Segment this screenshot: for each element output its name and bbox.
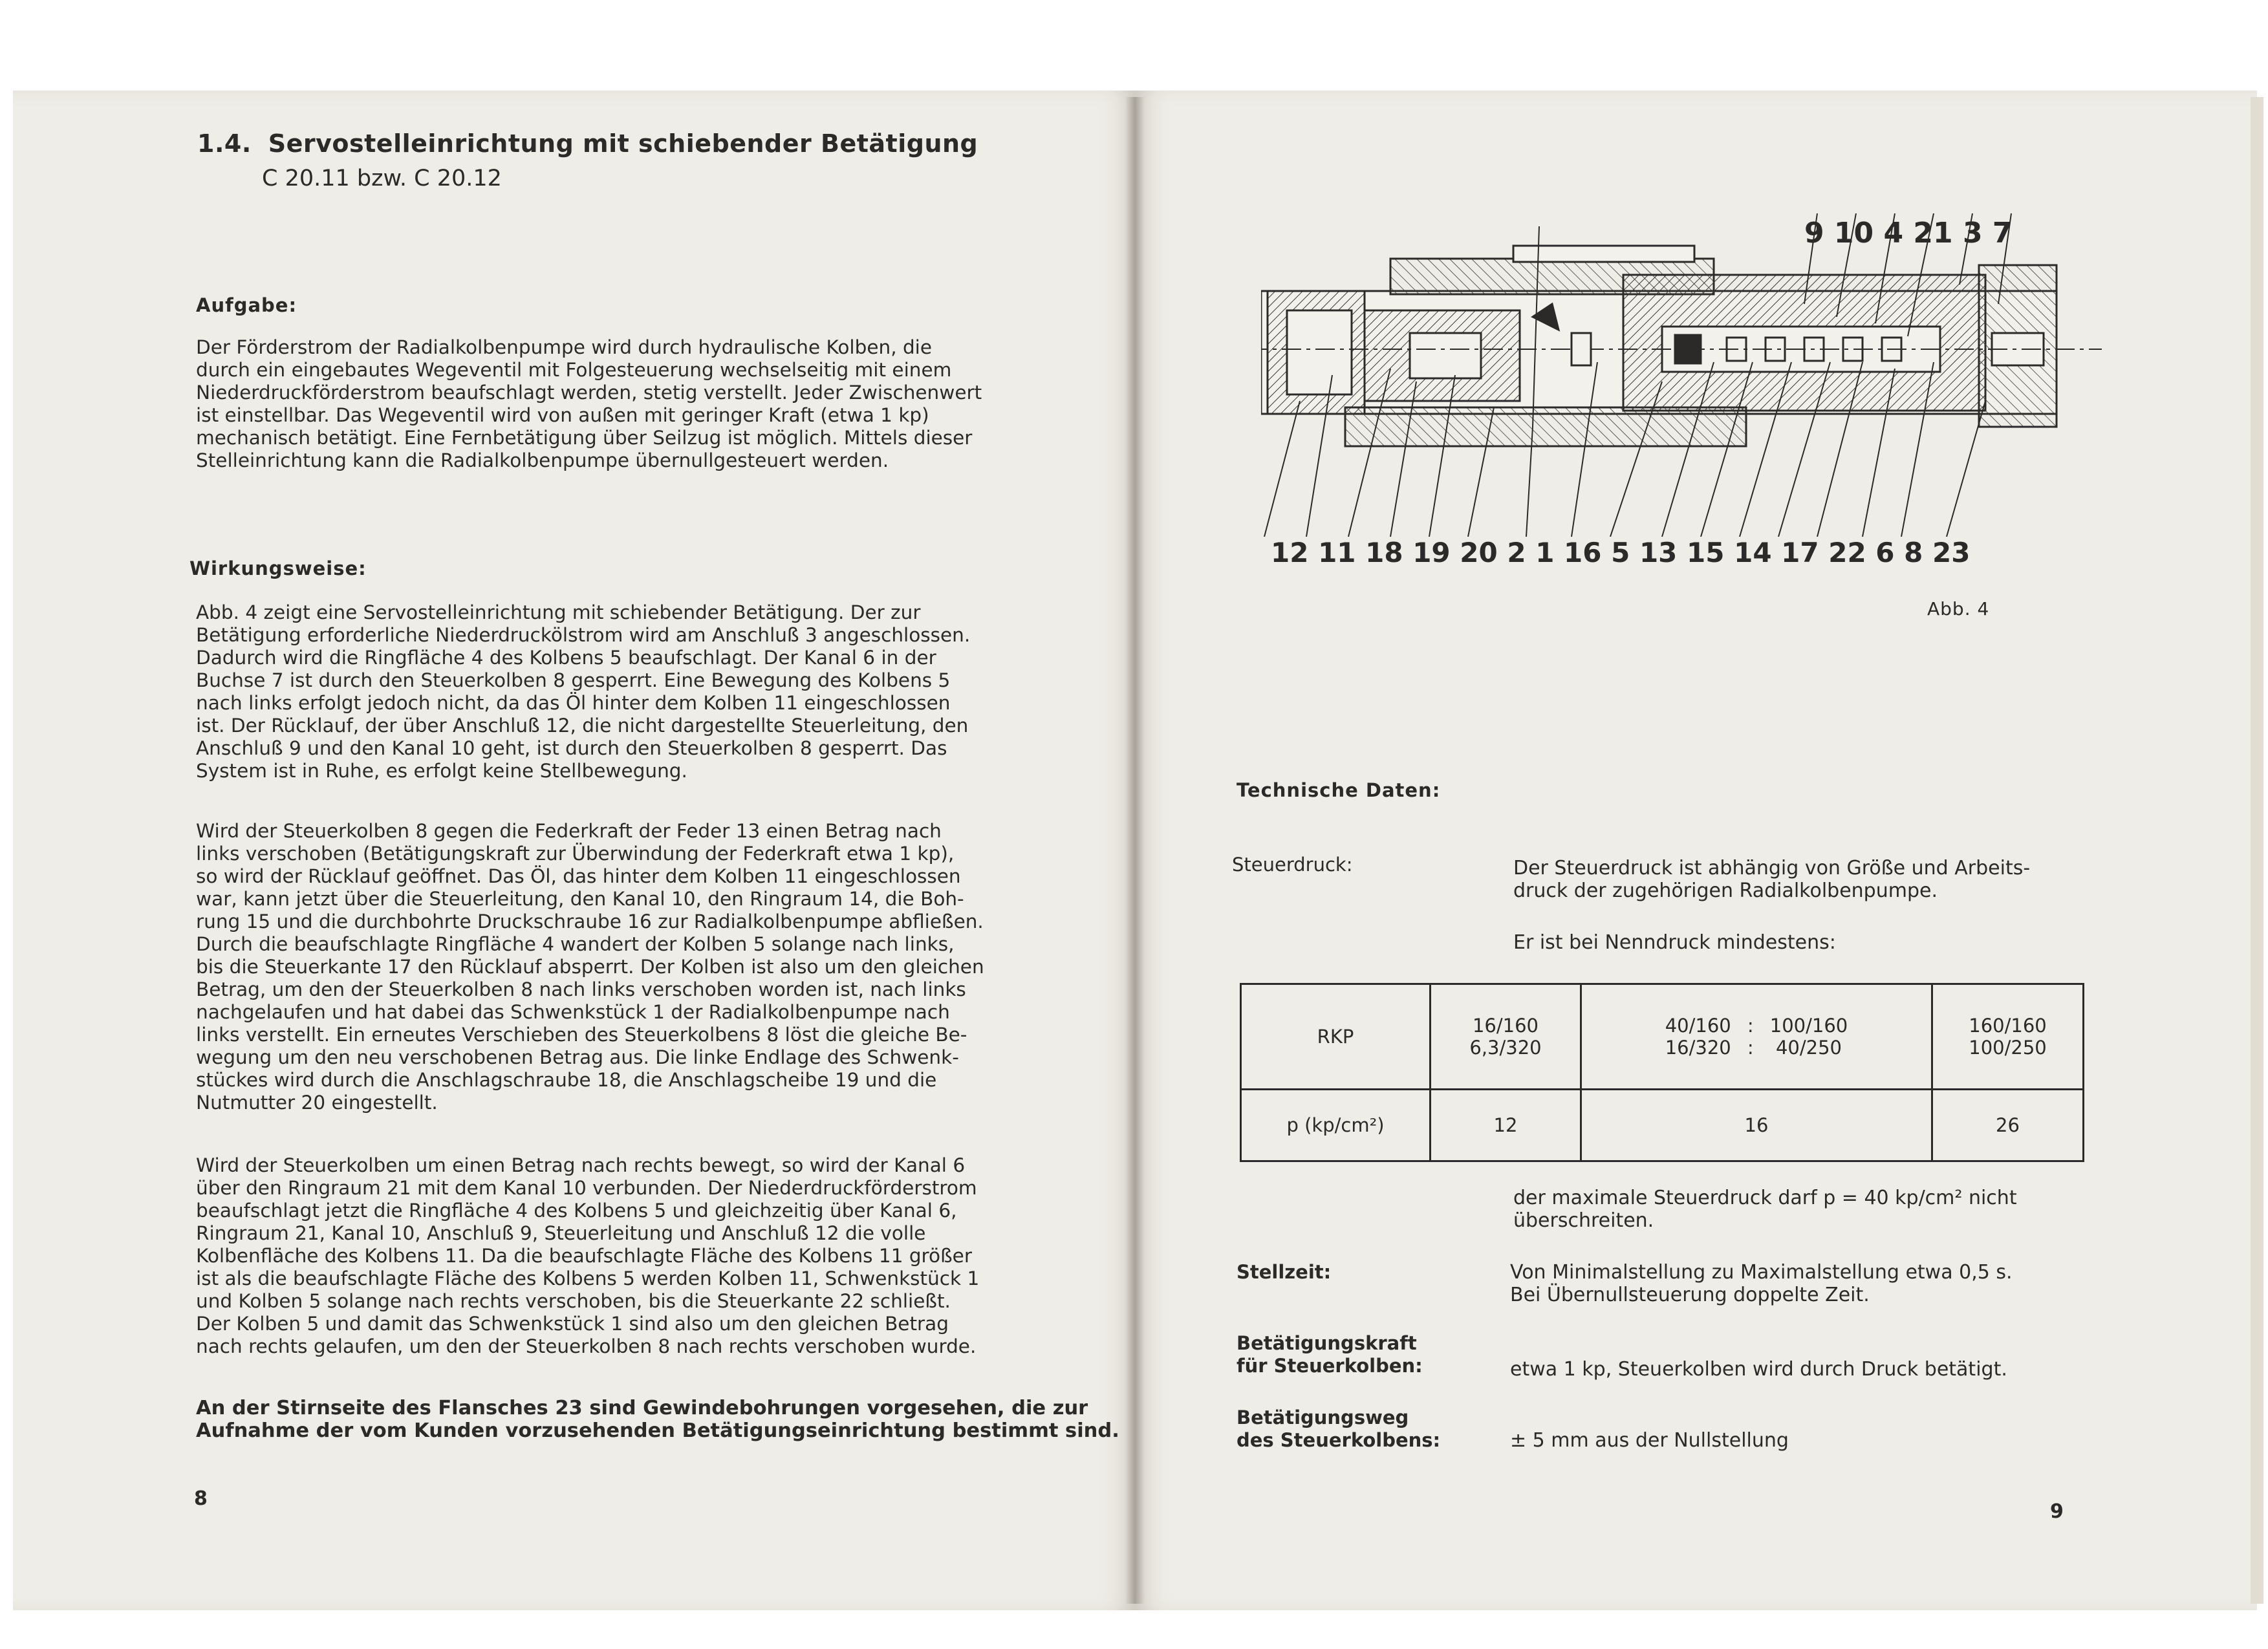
text-line: Bei Übernullsteuerung doppelte Zeit. <box>1510 1284 1870 1306</box>
text-line: der maximale Steuerdruck darf p = 40 kp/cm² nicht <box>1513 1187 2017 1209</box>
text-line: Stelleinrichtung kann die Radialkolbenpumpe übernullgesteuert werden. <box>196 449 889 471</box>
text-line: Wird der Steuerkolben 8 gegen die Federkraft der Feder 13 einen Betrag nach <box>196 820 942 842</box>
text-line: nachgelaufen und hat dabei das Schwenkstück 1 der Radialkolbenpumpe nach <box>196 1001 950 1023</box>
figure-bottom-labels: 12 11 18 19 20 2 1 16 5 13 15 14 17 22 6 8 23 <box>1271 537 1971 568</box>
text-line: An der Stirnseite des Flansches 23 sind Gewindebohrungen vorgesehen, die zur <box>196 1397 1088 1419</box>
text-line: Von Minimalstellung zu Maximalstellung etwa 0,5 s. <box>1510 1261 2013 1284</box>
text-line: Nutmutter 20 eingestellt. <box>196 1092 438 1114</box>
technische-daten-heading: Technische Daten: <box>1237 779 1441 801</box>
table-cell <box>1581 984 1932 1090</box>
cell-text: 16 <box>1744 1114 1769 1136</box>
wirkungsweise-paragraph-2 <box>196 820 1127 1114</box>
text-line: beaufschlagt jetzt die Ringfläche 4 des Kolbens 5 und gleichzeitig über Kanal 6, <box>196 1200 957 1222</box>
table-cell-pressure-label <box>1241 1090 1431 1161</box>
cell-separator: : <box>1747 1015 1754 1037</box>
text-line: druck der zugehörigen Radialkolbenpumpe. <box>1513 879 1938 902</box>
table-cell <box>1431 1090 1581 1161</box>
steuerdruck-text <box>1513 857 2082 902</box>
text-line: Betätigung erforderliche Niederdruckölstrom wird am Anschluß 3 angeschlossen. <box>196 624 971 646</box>
cell-text: 100/250 <box>1969 1037 2047 1059</box>
rkp-pressure-table <box>1240 983 2084 1162</box>
text-line: System ist in Ruhe, es erfolgt keine Stellbewegung. <box>196 760 687 782</box>
text-line: ist als die beaufschlagte Fläche des Kolbens 5 werden Kolben 11, Schwenkstück 1 <box>196 1267 980 1289</box>
text-line: links verschoben (Betätigungskraft zur Überwindung der Federkraft etwa 1 kp), <box>196 843 955 865</box>
text-line: nach links erfolgt jedoch nicht, da das Öl hinter dem Kolben 11 eingeschlossen <box>196 692 951 714</box>
wirkungsweise-heading: Wirkungsweise: <box>189 557 367 579</box>
cell-text: 100/160 <box>1769 1015 1848 1037</box>
text-line: für Steuerkolben: <box>1237 1355 1423 1377</box>
text-line: Der Förderstrom der Radialkolbenpumpe wird durch hydraulische Kolben, die <box>196 336 933 358</box>
max-steuerdruck-text <box>1513 1187 2017 1232</box>
section-title: Servostelleinrichtung mit schiebender Betätigung <box>268 129 978 158</box>
text-line: rung 15 und die durchbohrte Druckschraube 16 zur Radialkolbenpumpe abfließen. <box>196 911 984 932</box>
servo-cross-section-figure <box>1261 213 2102 537</box>
text-line: mechanisch betätigt. Eine Fernbetätigung über Seilzug ist möglich. Mittels dieser <box>196 427 973 449</box>
page-number-left: 8 <box>194 1487 208 1510</box>
text-line: Wird der Steuerkolben um einen Betrag nach rechts bewegt, so wird der Kanal 6 <box>196 1154 966 1176</box>
text-line: Betrag, um den der Steuerkolben 8 nach links verschoben worden ist, nach links <box>196 978 966 1000</box>
text-line: ist einstellbar. Das Wegeventil wird von außen mit geringer Kraft (etwa 1 kp) <box>196 404 929 426</box>
text-line: durch ein eingebautes Wegeventil mit Folgesteuerung wechselseitig mit einem <box>196 359 952 381</box>
text-line: war, kann jetzt über die Steuerleitung, den Kanal 10, den Ringraum 14, die Boh- <box>196 888 964 910</box>
text-line: Durch die beaufschlagte Ringfläche 4 wandert der Kolben 5 solange nach links, <box>196 933 955 955</box>
text-line: Niederdruckförderstrom beaufschlagt werden, stetig verstellt. Jeder Zwischenwert <box>196 382 982 404</box>
cell-text: 160/160 <box>1969 1015 2047 1037</box>
figure-top-labels: 9 10 4 21 3 7 <box>1804 217 2013 250</box>
cell-text: 40/250 <box>1775 1037 1842 1059</box>
wirkungsweise-paragraph-4 <box>196 1397 1127 1442</box>
nenndruck-line: Er ist bei Nenndruck mindestens: <box>1513 931 1836 954</box>
cell-text: 16/320 <box>1665 1037 1731 1059</box>
text-line: wegung um den neu verschobenen Betrag aus. Die linke Endlage des Schwenk- <box>196 1046 959 1068</box>
betaetigungskraft-text: etwa 1 kp, Steuerkolben wird durch Druck betätigt. <box>1510 1358 2007 1381</box>
text-line: Anschluß 9 und den Kanal 10 geht, ist durch den Steuerkolben 8 gesperrt. Das <box>196 737 947 759</box>
book-gutter <box>1125 97 1145 1604</box>
page-edge <box>2251 97 2263 1604</box>
cell-text: RKP <box>1317 1026 1354 1048</box>
table-cell-rkp-label <box>1241 984 1431 1090</box>
cell-text: 16/160 <box>1472 1015 1539 1037</box>
stellzeit-label: Stellzeit: <box>1237 1261 1332 1283</box>
table-cell <box>1932 984 2084 1090</box>
table-cell <box>1581 1090 1932 1161</box>
table-cell <box>1932 1090 2084 1161</box>
table-row <box>1241 1090 2084 1161</box>
text-line: nach rechts gelaufen, um den der Steuerkolben 8 nach rechts verschoben wurde. <box>196 1335 977 1357</box>
text-line: Der Kolben 5 und damit das Schwenkstück 1 sind also um den gleichen Betrag <box>196 1313 949 1335</box>
cell-text: 26 <box>1996 1114 2020 1136</box>
text-line: Ringraum 21, Kanal 10, Anschluß 9, Steuerleitung und Anschluß 12 die volle <box>196 1222 926 1244</box>
text-line: Buchse 7 ist durch den Steuerkolben 8 gesperrt. Eine Bewegung des Kolbens 5 <box>196 669 951 691</box>
text-line: Betätigungsweg <box>1237 1406 1409 1428</box>
text-line: Kolbenfläche des Kolbens 11. Da die beaufschlagte Fläche des Kolbens 11 größer <box>196 1245 972 1267</box>
aufgabe-heading: Aufgabe: <box>196 294 297 316</box>
cell-separator: : <box>1747 1037 1754 1059</box>
figure-caption: Abb. 4 <box>1927 598 1990 620</box>
betaetigungsweg-text: ± 5 mm aus der Nullstellung <box>1510 1429 1789 1452</box>
text-line: Aufnahme der vom Kunden vorzusehenden Betätigungseinrichtung bestimmt sind. <box>196 1419 1119 1442</box>
table-cell <box>1431 984 1581 1090</box>
steuerdruck-label: Steuerdruck: <box>1232 854 1353 876</box>
cell-text: 40/160 <box>1665 1015 1731 1037</box>
text-line: bis die Steuerkante 17 den Rücklauf absperrt. Der Kolben ist also um den gleichen <box>196 956 984 978</box>
table-row <box>1241 984 2084 1090</box>
stellzeit-text <box>1510 1261 2013 1306</box>
text-line: Betätigungskraft <box>1237 1332 1417 1354</box>
text-line: und Kolben 5 solange nach rechts verschoben, bis die Steuerkante 22 schließt. <box>196 1290 951 1312</box>
betaetigungskraft-label <box>1237 1332 1423 1377</box>
text-line: links verstellt. Ein erneutes Verschieben des Steuerkolbens 8 löst die gleiche Be- <box>196 1024 967 1046</box>
section-heading <box>197 129 978 158</box>
section-number: 1.4. <box>197 129 252 158</box>
cell-text: 6,3/320 <box>1469 1037 1542 1059</box>
text-line: so wird der Rücklauf geöffnet. Das Öl, das hinter dem Kolben 11 eingeschlossen <box>196 865 961 887</box>
text-line: ist. Der Rücklauf, der über Anschluß 12, die nicht dargestellte Steuerleitung, den <box>196 715 969 737</box>
wirkungsweise-paragraph-3 <box>196 1154 1127 1358</box>
cell-pair <box>1665 1015 1848 1059</box>
cell-text: p (kp/cm²) <box>1286 1114 1385 1136</box>
text-line: überschreiten. <box>1513 1209 1654 1232</box>
section-subtitle: C 20.11 bzw. C 20.12 <box>262 166 502 191</box>
text-line: stückes wird durch die Anschlagschraube 18, die Anschlagscheibe 19 und die <box>196 1069 937 1091</box>
text-line: über den Ringraum 21 mit dem Kanal 10 verbunden. Der Niederdruckförderstrom <box>196 1177 977 1199</box>
wirkungsweise-paragraph-1 <box>196 601 1127 782</box>
betaetigungsweg-label <box>1237 1406 1440 1452</box>
text-line: Abb. 4 zeigt eine Servostelleinrichtung mit schiebender Betätigung. Der zur <box>196 601 921 623</box>
text-line: Dadurch wird die Ringfläche 4 des Kolbens 5 beaufschlagt. Der Kanal 6 in der <box>196 647 936 669</box>
text-line: Der Steuerdruck ist abhängig von Größe und Arbeits- <box>1513 857 2031 879</box>
cell-text: 12 <box>1493 1114 1518 1136</box>
aufgabe-paragraph <box>196 336 1127 472</box>
text-line: des Steuerkolbens: <box>1237 1429 1441 1451</box>
page-number-right: 9 <box>2050 1500 2064 1523</box>
